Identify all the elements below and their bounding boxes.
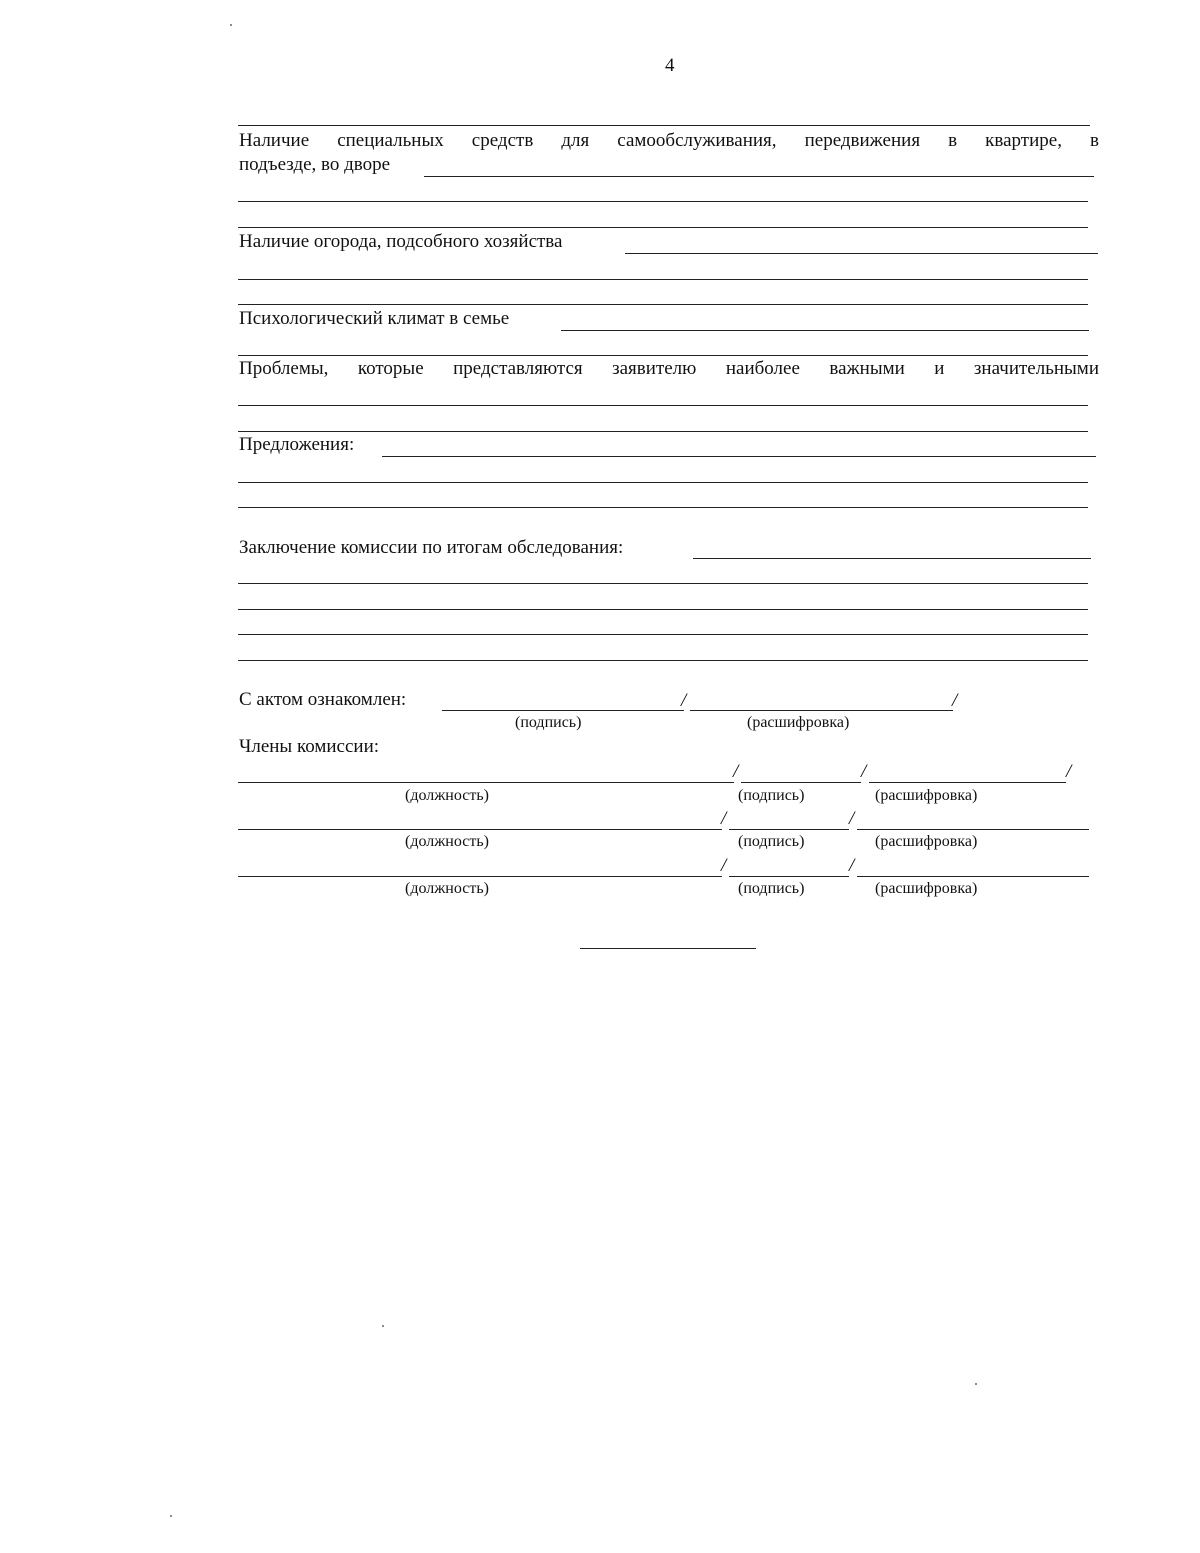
conclusion-input-line-2[interactable] [238, 583, 1088, 584]
closing-rule [580, 948, 756, 949]
acquainted-decoding-line[interactable] [690, 710, 953, 711]
special-means-input-line[interactable] [424, 176, 1094, 177]
acquainted-separator-1: / [681, 690, 687, 711]
special-means-input-line-3[interactable] [238, 227, 1088, 228]
acquainted-separator-2: / [952, 690, 958, 711]
commission-row1-separator-1: / [733, 761, 739, 782]
special-means-label: Наличие специальных средств для самообслуживания, передвижения в квартире, в [239, 130, 1099, 151]
commission-row3-decoding-caption: (расшифровка) [875, 880, 978, 897]
commission-row2-decoding-caption: (расшифровка) [875, 833, 978, 850]
climate-label: Психологический климат в семье [239, 308, 510, 329]
acquainted-label: С актом ознакомлен: [239, 689, 407, 710]
scan-speck [230, 24, 232, 26]
garden-input-line-3[interactable] [238, 304, 1088, 305]
commission-row1-separator-3: / [1066, 761, 1072, 782]
commission-row1-position-line[interactable] [238, 782, 734, 783]
conclusion-input-line[interactable] [693, 558, 1091, 559]
climate-input-line[interactable] [561, 330, 1089, 331]
proposals-input-line-2[interactable] [238, 482, 1088, 483]
commission-label: Члены комиссии: [239, 736, 380, 757]
proposals-input-line-3[interactable] [238, 507, 1088, 508]
commission-row1-signature-line[interactable] [741, 782, 861, 783]
commission-row2-separator-1: / [721, 808, 727, 829]
page-number: 4 [665, 55, 675, 76]
commission-row2-signature-line[interactable] [729, 829, 849, 830]
commission-row3-separator-1: / [721, 855, 727, 876]
garden-input-line-2[interactable] [238, 279, 1088, 280]
commission-row2-decoding-line[interactable] [857, 829, 1089, 830]
garden-label: Наличие огорода, подсобного хозяйства [239, 231, 563, 252]
commission-row2-separator-2: / [849, 808, 855, 829]
acquainted-signature-line[interactable] [442, 710, 684, 711]
commission-row3-position-line[interactable] [238, 876, 722, 877]
problems-input-line[interactable] [238, 405, 1088, 406]
conclusion-label: Заключение комиссии по итогам обследования: [239, 537, 624, 558]
scan-speck [382, 1325, 384, 1327]
special-means-label-cont: подъезде, во дворе [239, 154, 391, 175]
proposals-input-line[interactable] [382, 456, 1096, 457]
commission-row3-separator-2: / [849, 855, 855, 876]
scan-speck [170, 1515, 172, 1517]
commission-row1-separator-2: / [861, 761, 867, 782]
commission-row3-position-caption: (должность) [405, 880, 489, 897]
commission-row2-position-line[interactable] [238, 829, 722, 830]
commission-row1-decoding-line[interactable] [869, 782, 1066, 783]
conclusion-input-line-3[interactable] [238, 609, 1088, 610]
acquainted-signature-caption: (подпись) [515, 714, 582, 731]
commission-row1-signature-caption: (подпись) [738, 787, 805, 804]
commission-row3-signature-caption: (подпись) [738, 880, 805, 897]
top-rule [238, 125, 1090, 126]
proposals-label: Предложения: [239, 434, 355, 455]
conclusion-input-line-5[interactable] [238, 660, 1088, 661]
special-means-input-line-2[interactable] [238, 201, 1088, 202]
acquainted-decoding-caption: (расшифровка) [747, 714, 850, 731]
commission-row3-signature-line[interactable] [729, 876, 849, 877]
commission-row1-position-caption: (должность) [405, 787, 489, 804]
problems-label: Проблемы, которые представляются заявителю наиболее важными и значительными [239, 358, 1099, 379]
commission-row3-decoding-line[interactable] [857, 876, 1089, 877]
commission-row2-signature-caption: (подпись) [738, 833, 805, 850]
commission-row2-position-caption: (должность) [405, 833, 489, 850]
commission-row1-decoding-caption: (расшифровка) [875, 787, 978, 804]
scan-speck [975, 1383, 977, 1385]
problems-input-line-2[interactable] [238, 431, 1088, 432]
climate-input-line-2[interactable] [238, 355, 1088, 356]
garden-input-line[interactable] [625, 253, 1098, 254]
conclusion-input-line-4[interactable] [238, 634, 1088, 635]
